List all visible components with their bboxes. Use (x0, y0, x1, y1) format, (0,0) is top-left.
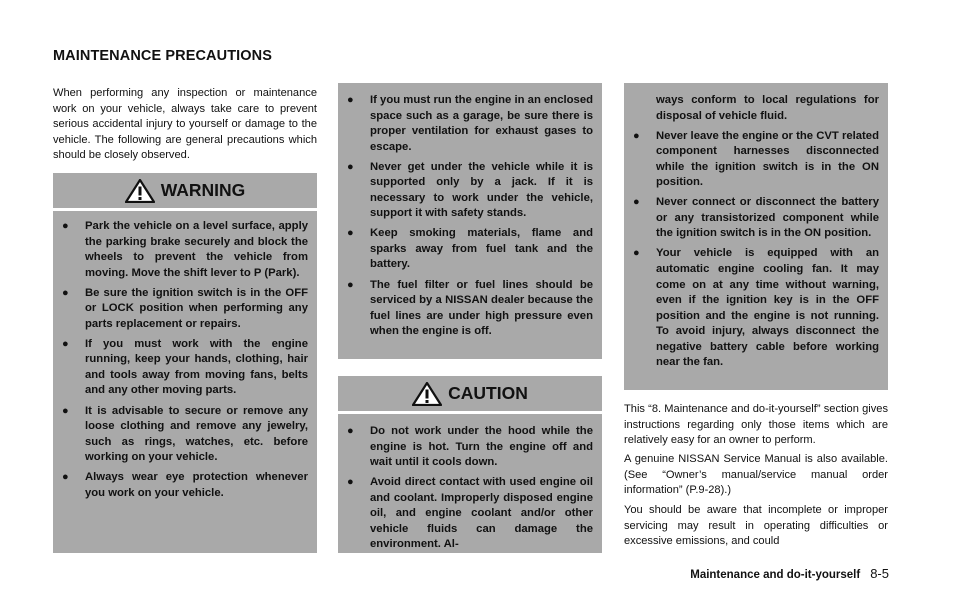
list-item: ● Be sure the ignition switch is in the OFF or LOCK position when performing any parts replacement or repairs. (62, 286, 308, 330)
bullet-icon: ● (347, 227, 354, 240)
body-paragraph: This “8. Maintenance and do-it-yourself” section gives instructions regarding only those items which are relatively easy for an owner to perform. (624, 403, 888, 447)
list-item: ● It is advisable to secure or remove any loose clothing and remove any jewelry, such as rings, watches, etc. before working on your vehicle. (62, 404, 308, 464)
caution-box-col2 (338, 414, 602, 553)
bullet-icon: ● (347, 476, 354, 489)
list-item: ● Never get under the vehicle while it is supported only by a jack. If it is necessary to work under the vehicle, support it with safety stands. (347, 160, 593, 220)
section-title: MAINTENANCE PRECAUTIONS (53, 48, 272, 64)
list-item: ● Do not work under the hood while the engine is hot. Turn the engine off and wait until it cools down. (347, 425, 593, 469)
body-paragraph: You should be aware that incomplete or improper servicing may result in operating difficulties or excessive emissions, and could (624, 504, 888, 548)
warning-triangle-icon (125, 179, 155, 203)
caution-box-col3 (624, 83, 888, 390)
caution-header (338, 376, 602, 411)
warning-box-col1 (53, 211, 317, 553)
warning-box-col2 (338, 83, 602, 359)
list-item: ● If you must work with the engine running, keep your hands, clothing, hair and tools away from moving fans, belts and any other moving parts. (62, 337, 308, 397)
intro-paragraph: When performing any inspection or maintenance work on your vehicle, always take care to prevent serious accidental injury to yourself or damage to the vehicle. The following are general precautions which should be closely observed. (53, 87, 317, 162)
caution-list (338, 414, 602, 553)
warning-label: WARNING (160, 180, 246, 200)
bullet-icon: ● (62, 220, 69, 232)
warning-list (53, 211, 317, 501)
bullet-icon: ● (62, 286, 69, 299)
warning-header-box (53, 173, 317, 208)
caution-header-box (338, 376, 602, 411)
list-item: ● If you must run the engine in an enclosed space such as a garage, be sure there is proper ventilation for exhaust gases to escape. (347, 94, 593, 153)
bullet-icon: ● (62, 404, 69, 417)
bullet-icon: ● (62, 471, 69, 484)
list-item: ● Keep smoking materials, flame and sparks away from fuel tank and the battery. (347, 227, 593, 271)
warning-triangle-icon (412, 382, 442, 406)
bullet-icon: ● (347, 278, 354, 291)
bullet-icon: ● (633, 247, 640, 260)
footer-section-title: Maintenance and do-it-yourself (690, 569, 861, 581)
body-paragraph: A genuine NISSAN Service Manual is also available. (See “Owner’s manual/service manual order information” (P.9-28).) (624, 453, 888, 497)
bullet-icon: ● (62, 337, 69, 350)
caution-list-continued (624, 83, 888, 371)
list-item: ● Never leave the engine or the CVT related component harnesses disconnected while the ignition switch is in the ON position. (633, 129, 879, 189)
bullet-icon: ● (633, 129, 640, 142)
list-item-continued: ways conform to local regulations for disposal of vehicle fluid. (656, 94, 879, 122)
list-item: ● Always wear eye protection whenever you work on your vehicle. (62, 471, 308, 499)
bullet-icon: ● (347, 425, 354, 437)
bullet-icon: ● (347, 94, 354, 106)
bullet-icon: ● (633, 196, 640, 209)
bullet-icon: ● (347, 160, 354, 173)
warning-list-continued (338, 83, 602, 340)
list-item: ● Your vehicle is equipped with an automatic engine cooling fan. It may come on at any time without warning, even if the ignition key is in the OFF position and the engine is not running. To avoid injury, always disconnect the negative battery cable before working near the fan. (633, 247, 879, 369)
caution-label: CAUTION (448, 383, 528, 403)
list-item: ● The fuel filter or fuel lines should be serviced by a NISSAN dealer because the fuel lines are under high pressure even when the engine is off. (347, 278, 593, 338)
warning-header (53, 173, 317, 208)
list-item: ● Avoid direct contact with used engine oil and coolant. Improperly disposed engine oil, and engine coolant and/or other vehicle fluids can damage the environment. Al- (347, 476, 593, 551)
list-item: ● Park the vehicle on a level surface, apply the parking brake securely and block the wheels to prevent the vehicle from moving. Move the shift lever to P (Park). (62, 220, 308, 279)
page-footer (690, 566, 889, 581)
page-number: 8-5 (870, 566, 889, 581)
list-item: ● Never connect or disconnect the battery or any transistorized component while the ignition switch is in the ON position. (633, 196, 879, 240)
